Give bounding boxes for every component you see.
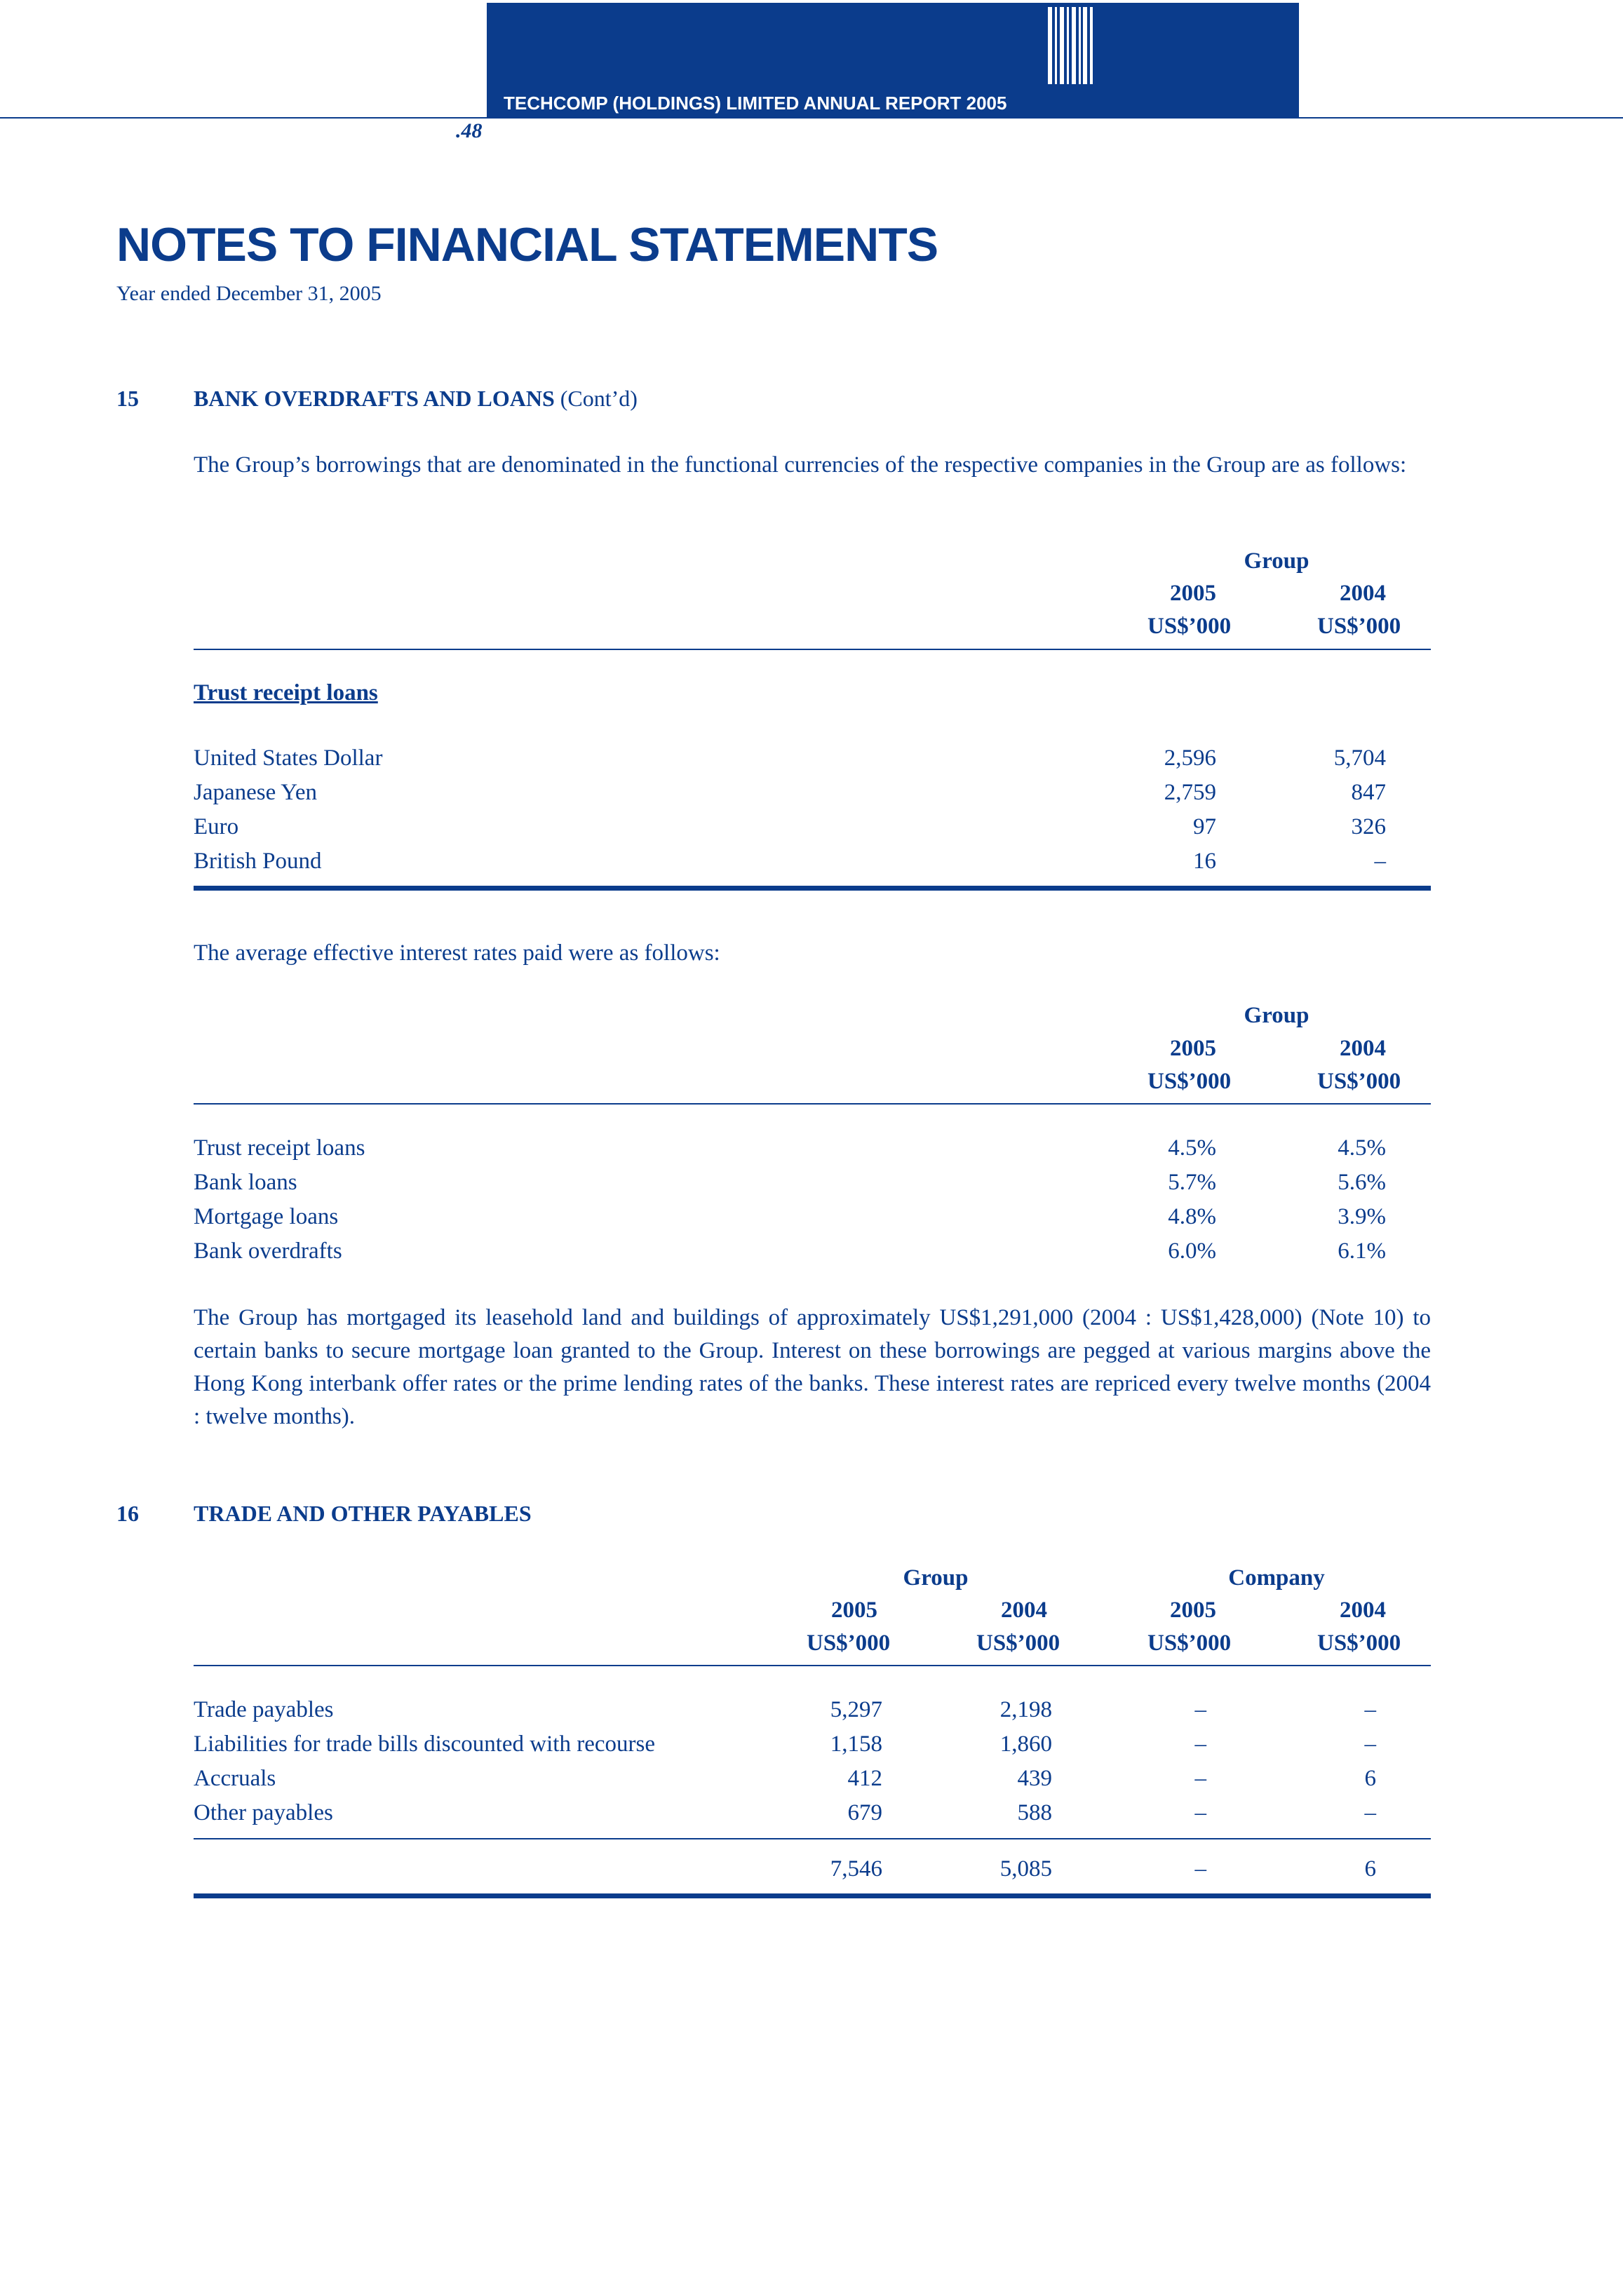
table1-year-2005: 2005: [1170, 581, 1216, 606]
table-cell: 2,759: [1164, 780, 1216, 805]
table3-year-col2: 2004: [1001, 1598, 1047, 1623]
table2-header-rule: [194, 1103, 1431, 1105]
table3-unit-col2: US$’000: [976, 1630, 1060, 1656]
table-row-label: British Pound: [194, 849, 322, 874]
table-row-label: Trade payables: [194, 1697, 334, 1722]
table-row-label: Euro: [194, 814, 239, 839]
report-title: TECHCOMP (HOLDINGS) LIMITED ANNUAL REPORT 2005: [504, 93, 1007, 114]
table-cell: 6.1%: [1338, 1238, 1386, 1264]
table3-year-col1: 2005: [831, 1598, 877, 1623]
table1-subheading: Trust receipt loans: [194, 680, 378, 705]
table-cell: –: [1194, 1697, 1206, 1722]
table2-group-header: Group: [1244, 1003, 1309, 1028]
section-16-title: TRADE AND OTHER PAYABLES: [194, 1501, 532, 1526]
table-cell: –: [1194, 1766, 1206, 1791]
page-number: .48: [456, 119, 483, 142]
table-cell: 5,297: [830, 1697, 882, 1722]
table-cell: 1,158: [830, 1731, 882, 1757]
table-cell: 439: [1017, 1766, 1052, 1791]
table-cell: –: [1364, 1800, 1376, 1825]
table-cell: 6.0%: [1168, 1238, 1216, 1264]
table-cell: 4.5%: [1338, 1135, 1386, 1161]
section-15-title-suffix: (Cont’d): [560, 386, 638, 411]
table-cell: –: [1194, 1731, 1206, 1757]
table-row-label: Trust receipt loans: [194, 1135, 365, 1161]
section-15-title: [194, 386, 638, 412]
table3-unit-col1: US$’000: [807, 1630, 891, 1656]
table-cell: –: [1374, 849, 1386, 874]
table-cell: 16: [1193, 849, 1216, 874]
table3-total-col2: 5,085: [999, 1856, 1052, 1882]
table3-bottom-rule: [194, 1893, 1431, 1898]
table-cell: 847: [1351, 780, 1386, 805]
table1-unit-2005: US$’000: [1147, 614, 1232, 639]
section-15-number: 15: [116, 386, 139, 411]
table-row-label: Bank overdrafts: [194, 1238, 342, 1264]
table3-company-header: Company: [1228, 1565, 1325, 1591]
table-row-label: Japanese Yen: [194, 780, 317, 805]
table-row-label: United States Dollar: [194, 745, 383, 771]
table-cell: 4.8%: [1168, 1204, 1216, 1229]
section-15-intro: The Group’s borrowings that are denominated in the functional currencies of the respective companies in the Group are as follows:: [194, 452, 1407, 478]
table-row-label: Mortgage loans: [194, 1204, 339, 1229]
table3-total-col1: 7,546: [830, 1856, 882, 1882]
table-cell: –: [1364, 1731, 1376, 1757]
table-cell: 4.5%: [1168, 1135, 1216, 1161]
table-cell: 2,198: [999, 1697, 1052, 1722]
table2-year-2005: 2005: [1170, 1036, 1216, 1061]
table1-header-rule: [194, 649, 1431, 650]
table-row-label: Accruals: [194, 1766, 276, 1791]
table-cell: 1,860: [999, 1731, 1052, 1757]
table-cell: 588: [1017, 1800, 1052, 1825]
page-title: NOTES TO FINANCIAL STATEMENTS: [116, 218, 938, 271]
table-cell: 2,596: [1164, 745, 1216, 771]
table2-unit-2004: US$’000: [1317, 1069, 1401, 1094]
table-cell: 5.7%: [1168, 1170, 1216, 1195]
table-cell: 326: [1351, 814, 1386, 839]
table-cell: –: [1194, 1800, 1206, 1825]
table-cell: 5.6%: [1338, 1170, 1386, 1195]
page-subtitle: Year ended December 31, 2005: [116, 282, 382, 305]
table3-unit-col3: US$’000: [1147, 1630, 1232, 1656]
barcode-icon: [1048, 7, 1093, 84]
table3-header-rule: [194, 1665, 1431, 1666]
table2-unit-2005: US$’000: [1147, 1069, 1232, 1094]
table1-group-header: Group: [1244, 548, 1309, 574]
table-row-label: Other payables: [194, 1800, 333, 1825]
table3-total-col4: 6: [1364, 1856, 1376, 1882]
table-cell: 412: [847, 1766, 882, 1791]
table-cell: 3.9%: [1338, 1204, 1386, 1229]
table3-year-col4: 2004: [1340, 1598, 1386, 1623]
table1-year-2004: 2004: [1340, 581, 1386, 606]
section-16-number: 16: [116, 1501, 139, 1526]
section-15-title-text: BANK OVERDRAFTS AND LOANS: [194, 386, 555, 411]
table3-total-col3: –: [1194, 1856, 1206, 1882]
mortgage-note: The Group has mortgaged its leasehold land and buildings of approximately US$1,291,000 (2004 : US$1,428,000) (Note 10) to certain banks to secure mortgage loan granted to the Group. Interest on these borrowings are pegged at various margins above the Hong Kong interbank offer rates or the prime lending rates of the banks. These interest rates are repriced every twelve months (2004 : twelve months).: [194, 1305, 1431, 1429]
table3-group-header: Group: [903, 1565, 969, 1591]
table3-year-col3: 2005: [1170, 1598, 1216, 1623]
table-row-label: Bank loans: [194, 1170, 297, 1195]
rates-intro: The average effective interest rates paid were as follows:: [194, 940, 720, 966]
table-cell: 679: [847, 1800, 882, 1825]
table1-bottom-rule: [194, 886, 1431, 891]
table-row-label: Liabilities for trade bills discounted with recourse: [194, 1731, 655, 1757]
table-cell: –: [1364, 1697, 1376, 1722]
table-cell: 97: [1193, 814, 1216, 839]
table2-year-2004: 2004: [1340, 1036, 1386, 1061]
table-cell: 5,704: [1333, 745, 1386, 771]
table3-total-rule: [194, 1838, 1431, 1839]
table3-unit-col4: US$’000: [1317, 1630, 1401, 1656]
table-cell: 6: [1364, 1766, 1376, 1791]
table1-unit-2004: US$’000: [1317, 614, 1401, 639]
header-band: [487, 3, 1299, 118]
